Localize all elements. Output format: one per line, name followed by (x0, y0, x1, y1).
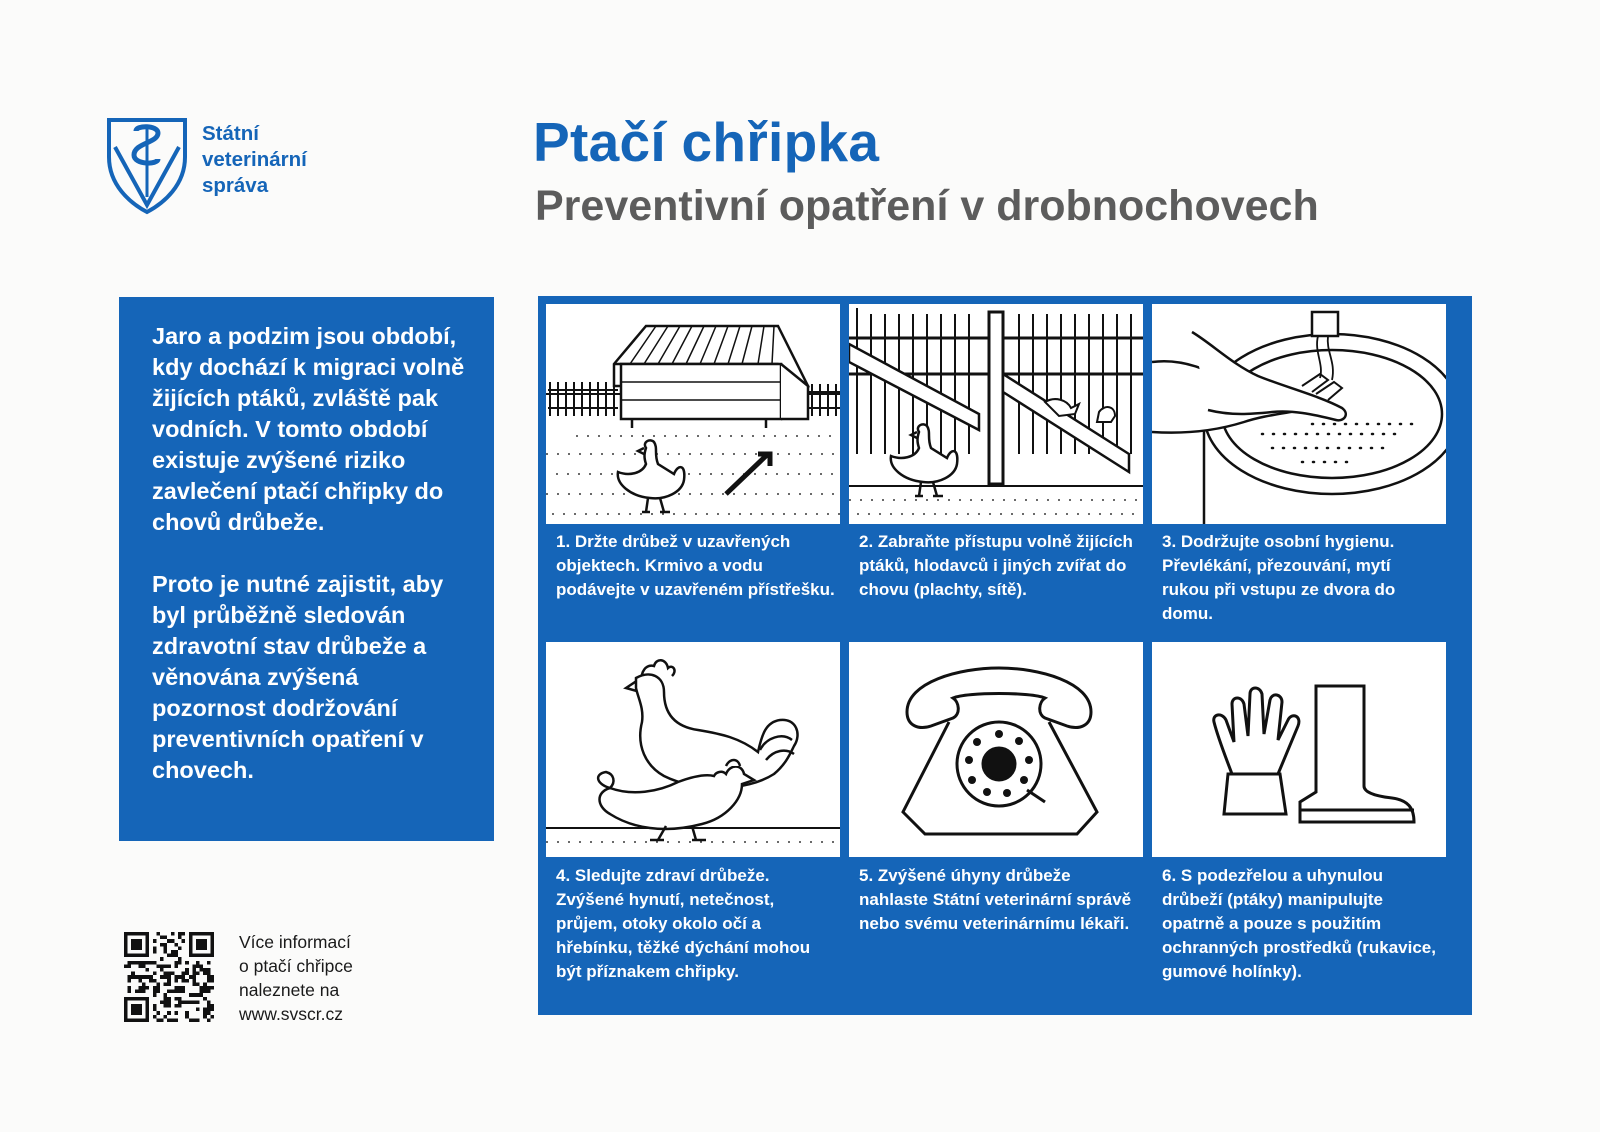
qr-code-icon (124, 932, 214, 1022)
measure-3-text: 3. Dodržujte osobní hygienu. Převlékání, přezouvání, mytí rukou při vstupu ze dvora do domu. (1162, 532, 1396, 623)
logo-line: Státní (202, 122, 259, 145)
more-info-line: Více informací (239, 932, 351, 952)
page-subtitle: Preventivní opatření v drobnochovech (535, 182, 1319, 230)
intro-paragraph-1: Jaro a podzim jsou období, kdy dochází k migraci volně žijících ptáků, zvláště pak vodních. V tomto období existuje zvýšené riziko zavlečení ptačí chřipky do chovů drůbeže. (152, 323, 465, 535)
svs-logo (106, 117, 346, 217)
logo-line: veterinární (202, 148, 307, 171)
more-info-text (239, 930, 353, 1026)
measure-6-picture (1152, 642, 1446, 857)
more-info-line: naleznete na (239, 980, 340, 1000)
measure-6-text: 6. S podezřelou a uhynulou drůbeží (ptáky) manipulujte opatrně a pouze s použitím ochranných prostředků (rukavice, gumové holínky). (1162, 866, 1436, 981)
shield-icon (106, 117, 188, 215)
chickens-icon (546, 642, 840, 857)
logo-line: správa (202, 174, 269, 197)
measures-panel (538, 296, 1472, 1015)
measure-3-picture (1152, 304, 1446, 524)
intro-box (119, 297, 494, 841)
measure-2-picture (849, 304, 1143, 524)
measure-1-text: 1. Držte drůbež v uzavřených objektech. Krmivo a vodu podávejte v uzavřeném přístřešku. (556, 532, 835, 599)
measure-1-picture (546, 304, 840, 524)
more-info-line: o ptačí chřipce (239, 956, 353, 976)
measure-4-picture (546, 642, 840, 857)
henhouse-icon (546, 304, 840, 524)
more-info-link[interactable]: www.svscr.cz (239, 1004, 344, 1024)
gloves-boots-icon (1152, 642, 1446, 857)
intro-paragraph-2: Proto je nutné zajistit, aby byl průběžně sledován zdravotní stav drůbeže a věnována zvýšená pozornost dodržování preventivních opatření v chovech. (152, 571, 444, 783)
fence-icon (849, 304, 1143, 524)
page-title: Ptačí chřipka (533, 111, 880, 173)
measure-5-text: 5. Zvýšené úhyny drůbeže nahlaste Státní veterinární správě nebo svému veterinárnímu lékaři. (859, 866, 1132, 933)
measure-5-picture (849, 642, 1143, 857)
telephone-icon (849, 642, 1143, 857)
measure-4-text: 4. Sledujte zdraví drůbeže. Zvýšené hynutí, netečnost, průjem, otoky okolo očí a hřebínku, těžké dýchání mohou být příznakem chřipky. (556, 866, 811, 981)
measure-2-text: 2. Zabraňte přístupu volně žijících ptáků, hlodavců i jiných zvířat do chovu (plachty, sítě). (859, 532, 1133, 599)
logo-name (202, 121, 307, 199)
handwash-icon (1152, 304, 1446, 524)
